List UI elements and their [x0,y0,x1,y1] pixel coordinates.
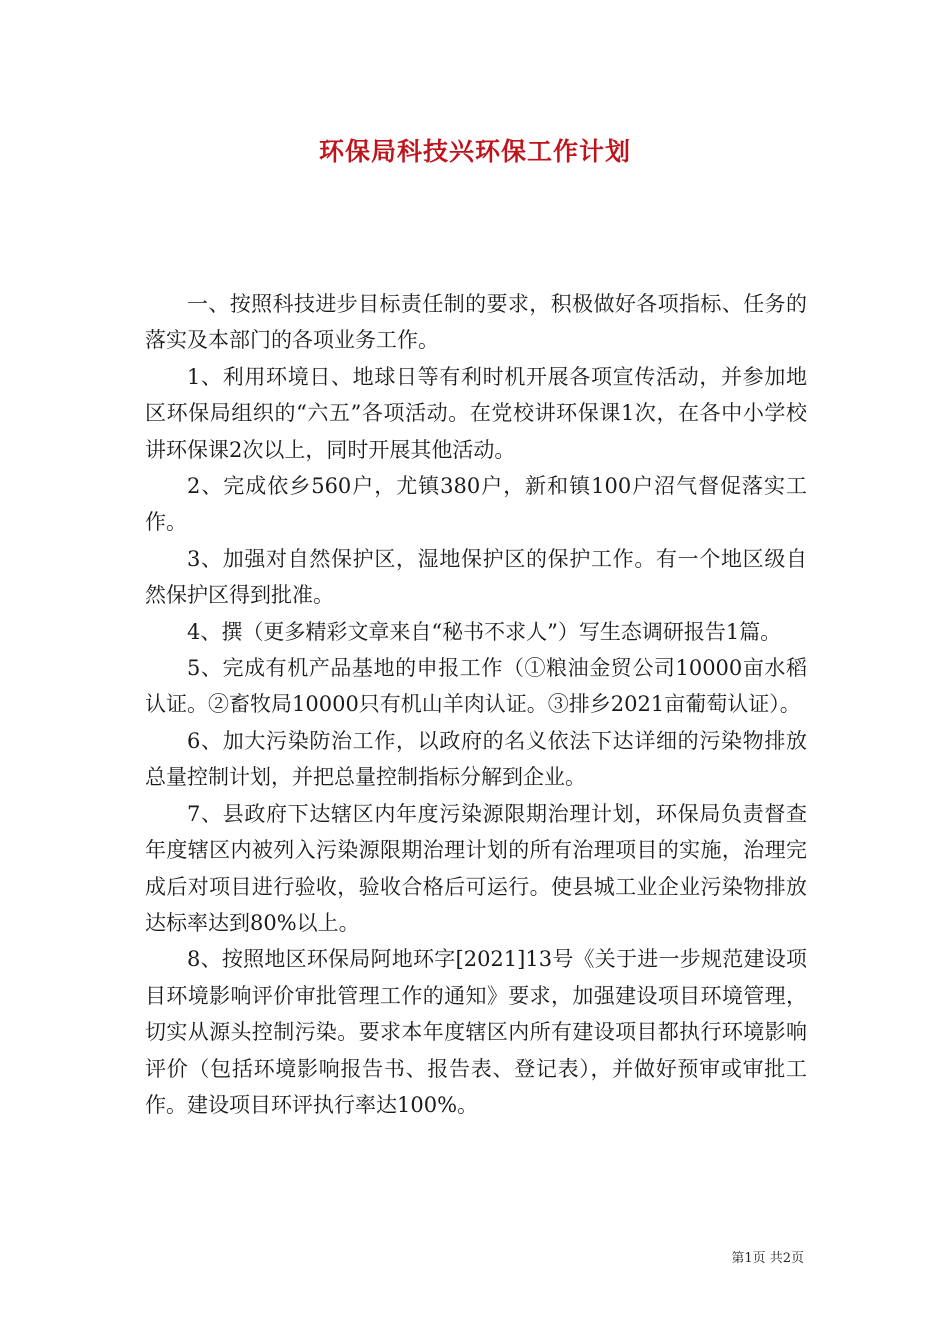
paragraph-item-6: 6、加大污染防治工作，以政府的名义依法下达详细的污染物排放总量控制计划，并把总量控制指标分解到企业。 [145,728,807,790]
paragraph-item-4: 4、撰（更多精彩文章来自“秘书不求人”）写生态调研报告1篇。 [187,619,782,644]
paragraph-item-1: 1、利用环境日、地球日等有利时机开展各项宣传活动，并参加地区环保局组织的“六五”各项活动。在党校讲环保课1次，在各中小学校讲环保课2次以上，同时开展其他活动。 [145,364,807,462]
paragraph-item-7: 7、县政府下达辖区内年度污染源限期治理计划，环保局负责督查年度辖区内被列入污染源限期治理计划的所有治理项目的实施，治理完成后对项目进行验收，验收合格后可运行。使县城工业企业污染物排放达标率达到80%以上。 [145,801,807,935]
paragraph-item-5: 5、完成有机产品基地的申报工作（①粮油金贸公司10000亩水稻认证。②畜牧局10000只有机山羊肉认证。③排乡2021亩葡萄认证）。 [145,656,807,717]
document-title: 环保局科技兴环保工作计划 [318,137,631,166]
paragraph-item-8: 8、按照地区环保局阿地环字[2021]13号《关于进一步规范建设项目环境影响评价审批管理工作的通知》要求，加强建设项目环境管理，切实从源头控制污染。要求本年度辖区内所有建设项目都执行环境影响评价（包括环境影响报告书、报告表、登记表），并做好预审或审批工作。建设项目环评执行率达100%。 [145,947,807,1117]
document-body [145,286,807,1123]
page-number-footer: 第1页 共2页 [731,1251,804,1266]
paragraph-section-1: 一、按照科技进步目标责任制的要求，积极做好各项指标、任务的落实及本部门的各项业务工作。 [145,292,807,353]
paragraph-item-3: 3、加强对自然保护区，湿地保护区的保护工作。有一个地区级自然保护区得到批准。 [145,546,807,608]
paragraph-item-2: 2、完成依乡560户，尤镇380户，新和镇100户沼气督促落实工作。 [145,474,807,535]
